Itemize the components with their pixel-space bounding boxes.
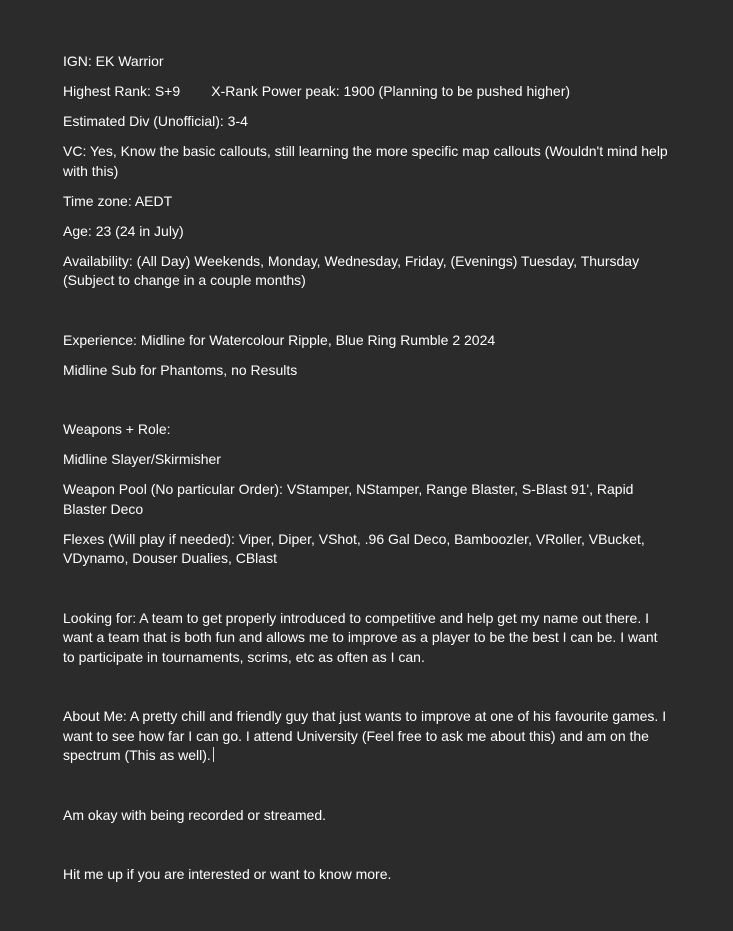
about-me-paragraph — [63, 707, 668, 766]
ign-line: IGN: EK Warrior — [63, 53, 164, 69]
contact-line: Hit me up if you are interested or want to know more. — [63, 866, 392, 882]
recording-line: Am okay with being recorded or streamed. — [63, 806, 327, 823]
looking-for-paragraph: Looking for: A team to get properly introduced to competitive and help get my name out there. I want a team that is both fun and allows me to improve as a player to be the best I can be. I want to participate in tournaments, scrims, etc as often as I can. — [63, 609, 662, 665]
age-line: Age: 23 (24 in July) — [63, 222, 184, 239]
rank-line: Highest Rank: S+9 X-Rank Power peak: 1900 (Planning to be pushed higher) — [63, 83, 571, 99]
experience-line: Experience: Midline for Watercolour Ripple, Blue Ring Rumble 2 2024 — [63, 331, 496, 348]
text-cursor — [213, 747, 214, 762]
div-line: Estimated Div (Unofficial): 3-4 — [63, 113, 248, 129]
weapons-heading: Weapons + Role: — [63, 421, 171, 437]
weapon-pool-line: Weapon Pool (No particular Order): VStamper, NStamper, Range Blaster, S-Blast 91', Rapid Blaster Deco — [63, 481, 638, 517]
role-line: Midline Slayer/Skirmisher — [63, 451, 221, 467]
flexes-line: Flexes (Will play if needed): Viper, Diper, VShot, .96 Gal Deco, Bamboozler, VRoller, VBucket, VDynamo, Douser Dualies, CBlast — [63, 530, 649, 566]
availability-line: Availability: (All Day) Weekends, Monday, Wednesday, Friday, (Evenings) Tuesday, Thursday (Subject to change in a couple months) — [63, 252, 643, 288]
document-body[interactable] — [63, 52, 672, 885]
timezone-line: Time zone: AEDT — [63, 192, 173, 209]
experience-sub-line: Midline Sub for Phantoms, no Results — [63, 361, 298, 378]
vc-line: VC: Yes, Know the basic callouts, still learning the more specific map callouts (Wouldn't mind help with this) — [63, 143, 672, 179]
about-me-text: About Me: A pretty chill and friendly guy that just wants to improve at one of his favourite games. I want to see how far I can go. I attend University (Feel free to ask me about this) and am on the spectrum (This as well). — [63, 708, 670, 763]
